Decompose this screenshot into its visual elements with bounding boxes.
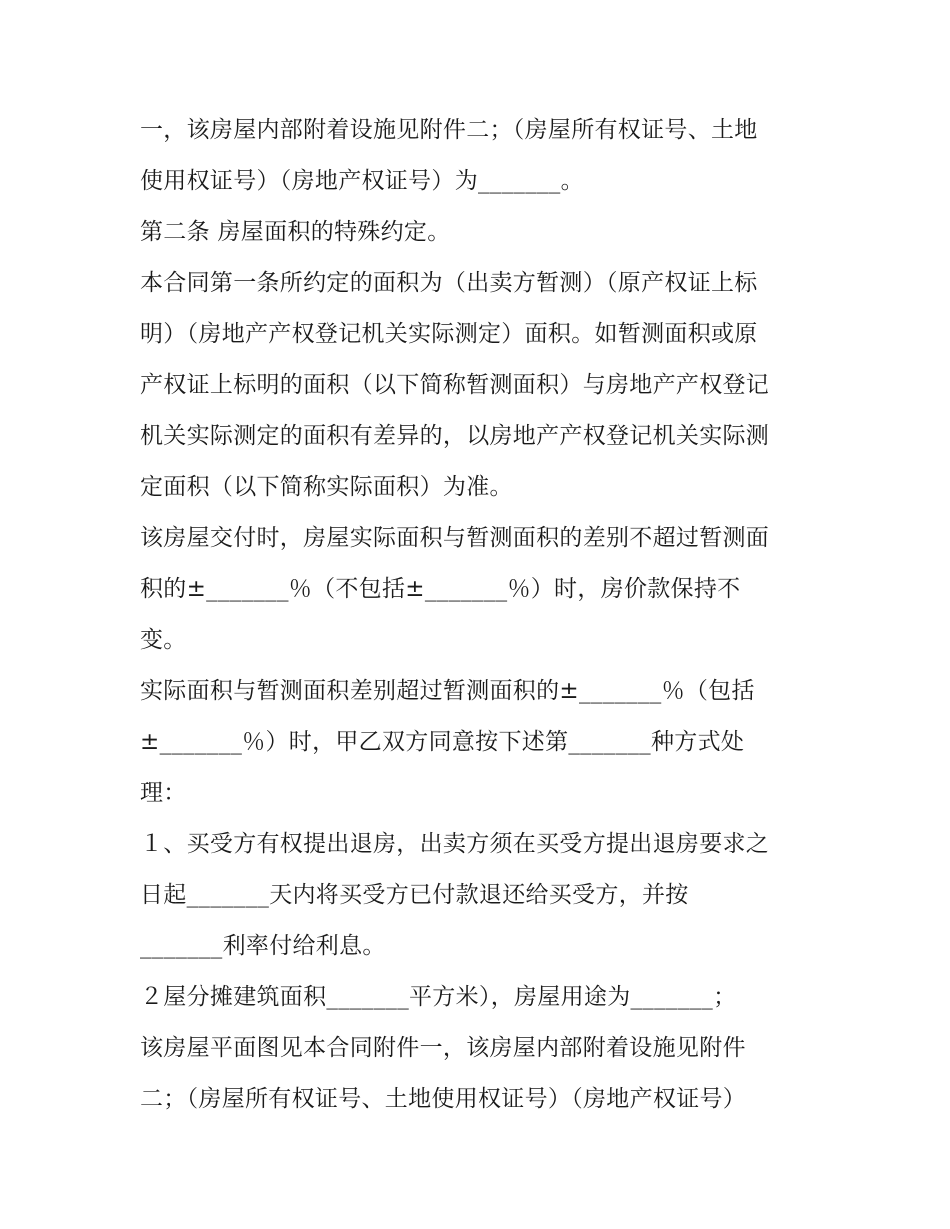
text-line: 二；（房屋所有权证号、土地使用权证号）（房地产权证号） (140, 1086, 747, 1112)
text-line: 该房屋交付时，房屋实际面积与暂测面积的差别不超过暂测面 (140, 525, 770, 551)
text-line: 该房屋平面图见本合同附件一，该房屋内部附着设施见附件 (140, 1035, 746, 1061)
section-heading: 第二条 房屋面积的特殊约定。 (140, 219, 451, 245)
list-item-2: ２屋分摊建筑面积_______平方米），房屋用途为_______； (140, 984, 737, 1010)
text-line: 理： (140, 780, 187, 806)
text-line: ±_______％）时，甲乙双方同意按下述第_______种方式处 (140, 729, 745, 755)
text-line: 本合同第一条所约定的面积为（出卖方暂测）（原产权证上标 (140, 270, 758, 296)
text-line: 使用权证号）（房地产权证号）为_______。 (140, 168, 584, 194)
text-line: 实际面积与暂测面积差别超过暂测面积的±_______％（包括 (140, 678, 755, 704)
text-line: 机关实际测定的面积有差异的，以房地产产权登记机关实际测 (140, 423, 770, 449)
list-item-1: １、买受方有权提出退房，出卖方须在买受方提出退房要求之 (140, 831, 770, 857)
text-line: 明）（房地产产权登记机关实际测定）面积。如暂测面积或原 (140, 321, 758, 347)
text-line: 日起_______天内将买受方已付款退还给买受方，并按 (140, 882, 689, 908)
text-line: 定面积（以下简称实际面积）为准。 (140, 474, 513, 500)
document-body (140, 105, 820, 1125)
text-line: 变。 (140, 627, 187, 653)
text-line: 一，该房屋内部附着设施见附件二；（房屋所有权证号、土地 (140, 117, 758, 143)
text-line: _______利率付给利息。 (140, 933, 386, 959)
text-line: 产权证上标明的面积（以下简称暂测面积）与房地产产权登记 (140, 372, 770, 398)
text-line: 积的±_______％（不包括±_______％）时，房价款保持不 (140, 576, 741, 602)
